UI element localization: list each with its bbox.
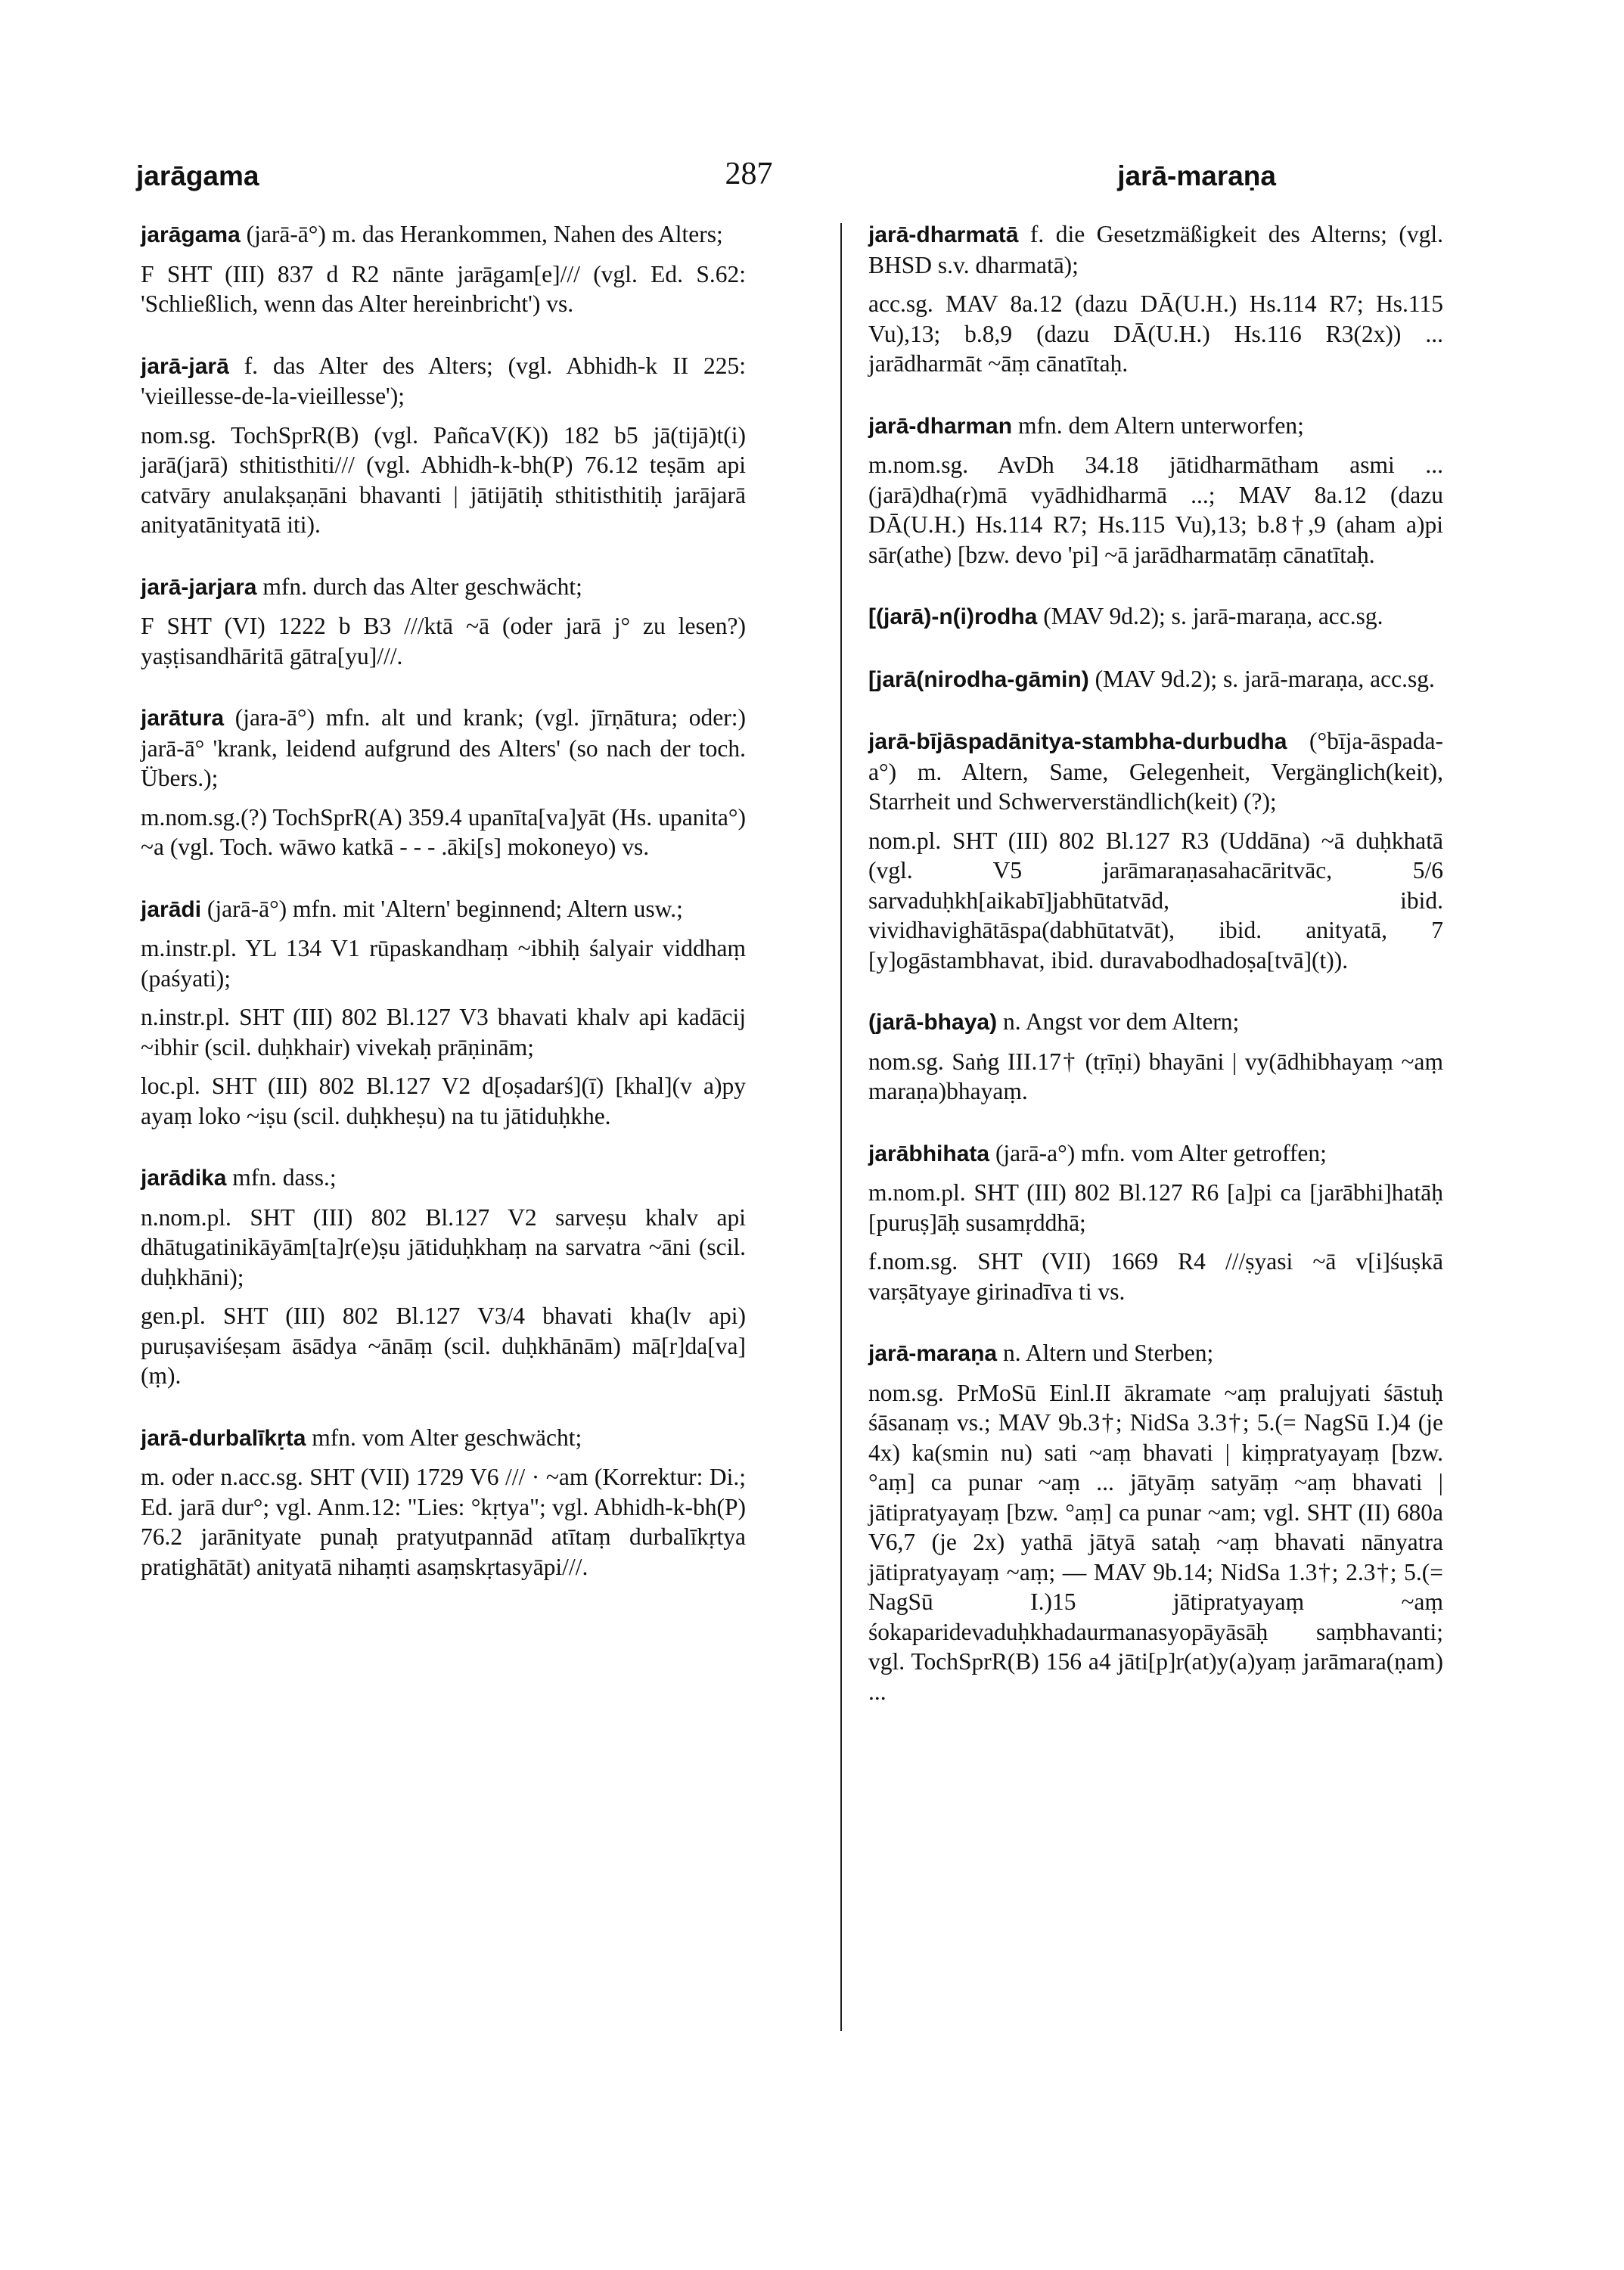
entry-lemma: (jarā-bhaya) bbox=[868, 1010, 998, 1035]
entry-lemma: jarādika bbox=[141, 1166, 227, 1191]
dictionary-entry bbox=[141, 572, 746, 672]
entry-citation bbox=[141, 1462, 746, 1582]
entry-text: (jara-ā°) mfn. alt und krank; (vgl. jīrṇātura; oder:) jarā-ā° 'krank, leidend aufgrund des Alters' (so nach der toch. Übers.); bbox=[141, 704, 746, 791]
entry-citation bbox=[141, 1071, 746, 1131]
entry-definition bbox=[141, 572, 746, 603]
entry-text: mfn. durch das Alter geschwächt; bbox=[262, 573, 582, 600]
entry-definition bbox=[141, 1163, 746, 1194]
entry-lemma: jarā-dharmatā bbox=[868, 222, 1019, 247]
entry-text: F SHT (III) 837 d R2 nānte jarāgam[e]/// (vgl. Ed. S.62: 'Schließlich, wenn das Alter hereinbricht') vs. bbox=[141, 260, 746, 317]
entry-text: F SHT (VI) 1222 b B3 ///ktā ~ā (oder jarā j° zu lesen?) yaṣṭisandhāritā gātra[yu]///. bbox=[141, 613, 746, 669]
entry-text: (jarā-ā°) mfn. mit 'Altern' beginnend; Altern usw.; bbox=[206, 895, 683, 922]
entry-definition bbox=[868, 664, 1443, 695]
entry-definition bbox=[868, 601, 1443, 632]
entry-definition bbox=[868, 1338, 1443, 1369]
entry-text: (jarā-a°) mfn. vom Alter getroffen; bbox=[995, 1139, 1327, 1166]
entry-text: (jarā-ā°) m. das Herankommen, Nahen des Alters; bbox=[246, 221, 723, 247]
entry-citation bbox=[868, 1378, 1443, 1707]
entry-definition bbox=[141, 219, 746, 250]
entry-citation bbox=[868, 450, 1443, 570]
entry-text: (°bīja-āspada-a°) m. Altern, Same, Gelegenheit, Vergänglich(keit), Starrheit und Schwerverständlich(keit) (?); bbox=[868, 728, 1443, 815]
running-head-right: jarā-maraṇa bbox=[1117, 160, 1276, 191]
entry-lemma: jarā-dharman bbox=[868, 413, 1013, 439]
entry-text: gen.pl. SHT (III) 802 Bl.127 V3/4 bhavati kha(lv api) puruṣaviśeṣam āsādya ~ānāṃ (scil. duḥkhānām) mā[r]da[va](ṃ). bbox=[141, 1303, 746, 1389]
entry-text: mfn. dem Altern unterworfen; bbox=[1017, 411, 1304, 439]
entry-lemma: [jarā(nirodha-gāmin) bbox=[868, 666, 1089, 692]
dictionary-entry bbox=[868, 1338, 1443, 1706]
entry-text: mfn. vom Alter geschwächt; bbox=[312, 1424, 582, 1451]
page-number: 287 bbox=[725, 157, 773, 191]
entry-citation bbox=[141, 259, 746, 319]
dictionary-entry bbox=[141, 1163, 746, 1391]
dictionary-entry bbox=[868, 411, 1443, 570]
dictionary-entry bbox=[868, 1007, 1443, 1107]
entry-text: m. oder n.acc.sg. SHT (VII) 1729 V6 /// · ~am (Korrektur: Di.; Ed. jarā dur°; vgl. Anm.12: "Lies: °kṛtya"; vgl. Abhidh-k-bh(P) 76.2 jarānityate punaḥ pratyutpannād atītaṃ durbalīkṛtya pratighātāt) anityatā nihaṃti asaṃskṛtasyāpi///. bbox=[141, 1464, 746, 1580]
entry-lemma: jarā-durbalīkṛta bbox=[141, 1425, 306, 1451]
entry-text: nom.sg. PrMoSū Einl.II ākramate ~aṃ pralujyati śāstuḥ śāsanaṃ vs.; MAV 9b.3†; NidSa 3.3†; 5.(= NagSū I.)4 (je 4x) ka(smin nu) sati ~aṃ bhavati | kiṃpratyayaṃ [bzw. °aṃ] ca punar ~aṃ ... jātyāṃ satyāṃ ~aṃ bhavati | jātipratyayaṃ [bzw. °aṃ] ca punar ~am; vgl. SHT (II) 680a V6,7 (je 2x) yathā jātyā sataḥ ~aṃ bhavati nānyatra jātipratyayaṃ ~aṃ; — MAV 9b.14; NidSa 1.3†; 2.3†; 5.(= NagSū I.)15 jātipratyayaṃ ~aṃ śokaparidevaduḥkhadaurmanasyopāyāsāḥ saṃbhavanti; vgl. TochSprR(B) 156 a4 jāti[p]r(at)y(a)yaṃ jarāmara(ṇam) ... bbox=[868, 1379, 1443, 1705]
entry-lemma: [(jarā)-n(i)rodha bbox=[868, 604, 1038, 629]
right-column bbox=[868, 219, 1443, 1738]
entry-text: m.instr.pl. YL 134 V1 rūpaskandhaṃ ~ibhiḥ śalyair viddhaṃ (paśyati); bbox=[141, 935, 746, 992]
entry-lemma: jarādi bbox=[141, 896, 202, 922]
entry-text: nom.sg. Saṅg III.17† (tṛīṇi) bhayāni | vy(ādhibhayaṃ ~aṃ maraṇa)bhayaṃ. bbox=[868, 1048, 1443, 1104]
entry-text: f. die Gesetzmäßigkeit des Alterns; (vgl. BHSD s.v. dharmatā); bbox=[868, 221, 1443, 278]
dictionary-entry bbox=[868, 219, 1443, 379]
entry-citation bbox=[141, 1002, 746, 1062]
dictionary-entry bbox=[141, 351, 746, 540]
entry-definition bbox=[868, 1007, 1443, 1038]
entry-text: mfn. dass.; bbox=[232, 1164, 337, 1191]
entry-definition bbox=[868, 219, 1443, 280]
entry-text: nom.sg. TochSprR(B) (vgl. PañcaV(K)) 182 b5 jā(tijā)t(i) jarā(jarā) sthitisthiti/// (vgl. Abhidh-k-bh(P) 76.12 teṣām api catvāry anulakṣaṇāni bhavanti | jātijātiḥ sthitisthitiḥ jarājarā anityatānityatā iti). bbox=[141, 421, 746, 538]
dictionary-entry bbox=[868, 664, 1443, 695]
entry-text: n. Angst vor dem Altern; bbox=[1002, 1008, 1240, 1035]
entry-text: loc.pl. SHT (III) 802 Bl.127 V2 d[oṣadarś](ī) [khal](v a)py ayaṃ loko ~iṣu (scil. duḥkheṣu) na tu jātiduḥkhe. bbox=[141, 1073, 746, 1129]
entry-definition bbox=[868, 411, 1443, 442]
entry-text: (MAV 9d.2); s. jarā-maraṇa, acc.sg. bbox=[1043, 603, 1383, 629]
entry-citation bbox=[141, 1301, 746, 1391]
entry-citation bbox=[868, 1047, 1443, 1107]
column-divider bbox=[840, 223, 842, 2031]
entry-citation bbox=[868, 1247, 1443, 1306]
dictionary-entry bbox=[868, 726, 1443, 975]
entry-text: m.nom.sg. AvDh 34.18 jātidharmātham asmi ... (jarā)dha(r)mā vyādhidharmā ...; MAV 8a.12 (dazu DĀ(U.H.) Hs.114 R7; Hs.115 Vu),13; b.8†,9 (aham a)pi sār(athe) [bzw. devo 'pi] ~ā jarādharmatāṃ cānatītaḥ. bbox=[868, 452, 1443, 568]
entry-definition bbox=[868, 726, 1443, 817]
entry-lemma: jarā-jarjara bbox=[141, 574, 257, 600]
dictionary-entry bbox=[141, 1423, 746, 1582]
entry-definition bbox=[141, 894, 746, 925]
entry-citation bbox=[141, 933, 746, 993]
entry-text: nom.pl. SHT (III) 802 Bl.127 R3 (Uddāna) ~ā duḥkhatā (vgl. V5 jarāmaraṇasahacāritvāc, 5/6 sarvaduḥkh[aikabī]jabhūtatvād, ibid. vividhavighātāspa(dabhūtatvāt), ibid. anityatā, 7 [y]ogāstambhavat, ibid. duravabodhadoṣa[tvā](t)). bbox=[868, 827, 1443, 974]
entry-lemma: jarā-bījāspadānitya-stambha-durbudha bbox=[868, 729, 1287, 754]
entry-text: acc.sg. MAV 8a.12 (dazu DĀ(U.H.) Hs.114 R7; Hs.115 Vu),13; b.8,9 (dazu DĀ(U.H.) Hs.116 R3(2x)) ... jarādharmāt ~āṃ cānatītaḥ. bbox=[868, 290, 1443, 377]
entry-lemma: jarātura bbox=[141, 706, 225, 731]
dictionary-entry bbox=[141, 219, 746, 319]
entry-text: n. Altern und Sterben; bbox=[1002, 1340, 1214, 1366]
entry-definition bbox=[868, 1138, 1443, 1169]
dictionary-entry bbox=[868, 601, 1443, 632]
left-column bbox=[141, 219, 746, 1613]
entry-definition bbox=[141, 1423, 746, 1454]
entry-citation bbox=[868, 1178, 1443, 1237]
dictionary-entry bbox=[868, 1138, 1443, 1307]
entry-citation bbox=[141, 1203, 746, 1293]
dictionary-entry bbox=[141, 894, 746, 1132]
entry-text: m.nom.pl. SHT (III) 802 Bl.127 R6 [a]pi ca [jarābhi]hatāḥ [puruṣ]āḥ susamṛddhā; bbox=[868, 1179, 1443, 1236]
entry-text: n.instr.pl. SHT (III) 802 Bl.127 V3 bhavati khalv api kadācij ~ibhir (scil. duḥkhair) vivekaḥ prāṇinām; bbox=[141, 1004, 746, 1060]
entry-text: f. das Alter des Alters; (vgl. Abhidh-k II 225: 'vieillesse-de-la-vieillesse'); bbox=[141, 352, 746, 409]
entry-text: (MAV 9d.2); s. jarā-maraṇa, acc.sg. bbox=[1095, 665, 1435, 692]
entry-lemma: jarā-jarā bbox=[141, 353, 229, 379]
entry-lemma: jarā-maraṇa bbox=[868, 1341, 998, 1366]
entry-citation bbox=[868, 826, 1443, 976]
entry-citation bbox=[868, 289, 1443, 379]
entry-text: f.nom.sg. SHT (VII) 1669 R4 ///ṣyasi ~ā v[i]śuṣkā varṣātyaye girinadīva ti vs. bbox=[868, 1248, 1443, 1305]
entry-definition bbox=[141, 351, 746, 411]
dictionary-entry bbox=[141, 703, 746, 862]
entry-definition bbox=[141, 703, 746, 793]
running-head-left: jarāgama bbox=[136, 160, 259, 191]
entry-citation bbox=[141, 421, 746, 540]
entry-citation bbox=[141, 611, 746, 671]
entry-lemma: jarābhihata bbox=[868, 1141, 990, 1166]
entry-lemma: jarāgama bbox=[141, 222, 241, 247]
entry-text: m.nom.sg.(?) TochSprR(A) 359.4 upanīta[va]yāt (Hs. upanita°) ~a (vgl. Toch. wāwo katkā - - - .āki[s] mokoneyo) vs. bbox=[141, 803, 746, 860]
entry-citation bbox=[141, 803, 746, 862]
entry-text: n.nom.pl. SHT (III) 802 Bl.127 V2 sarveṣu khalv api dhātugatinikāyām[ta]r(e)ṣu jātiduḥkhaṃ na sarvatra ~āni (scil. duḥkhāni); bbox=[141, 1203, 746, 1290]
